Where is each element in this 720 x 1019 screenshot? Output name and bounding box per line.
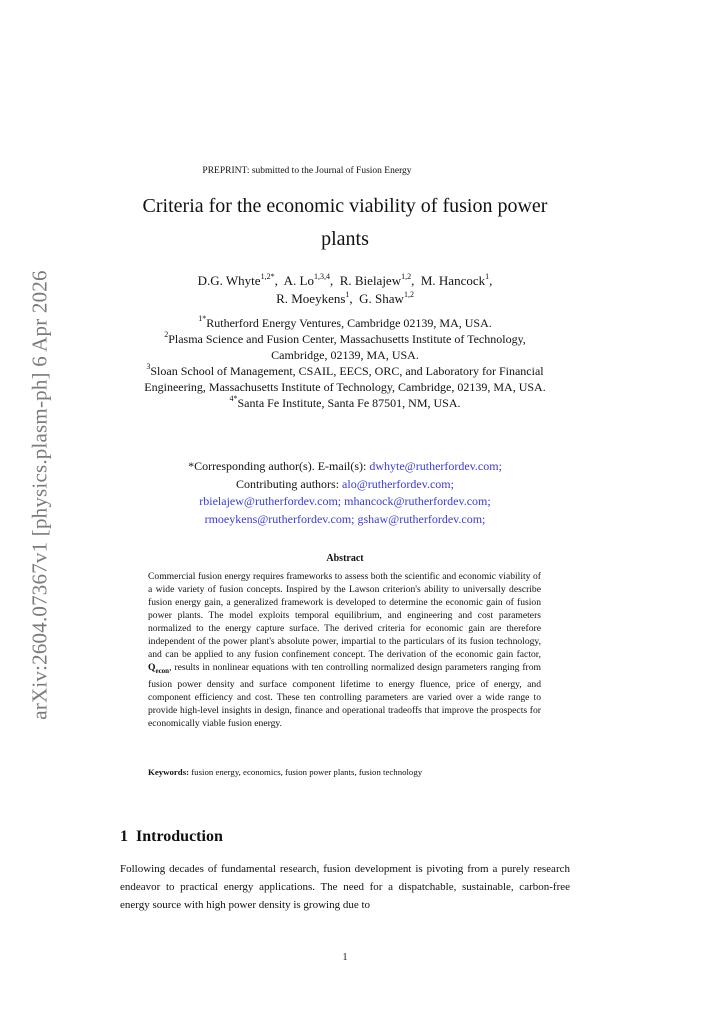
section-heading [120, 828, 223, 846]
affiliation: $^2$Plasma Science and Fusion Center, Massachusetts Institute of Technology, Cambridge, 02139, MA, USA. [164, 330, 526, 362]
contributing-label: Contributing authors: [236, 476, 340, 491]
affiliation: $^3$Sloan School of Management, CSAIL, EECS, ORC, and Laboratory for Financial Engineering, Massachusetts Institute of Technology, Cambridge, 02139, MA, USA. [144, 362, 546, 394]
email-link[interactable]: dwhyte@rutherfordev.com; [369, 459, 502, 473]
keywords-label: Keywords: [148, 767, 190, 777]
section-number: 1 [120, 828, 128, 845]
affiliation: $^{1*}$Rutherford Energy Ventures, Cambridge 02139, MA, USA. [198, 314, 492, 330]
q-econ-symbol: $Q_{econ}$ [148, 662, 170, 675]
email-link[interactable]: mhancock@rutherfordev.com; [344, 494, 491, 508]
author: A. Lo$^{1,3,4}$ [283, 272, 330, 288]
author: D.G. Whyte$^{1,2*}$ [197, 272, 275, 288]
affiliations [120, 315, 570, 411]
email-link[interactable]: rbielajew@rutherfordev.com; [199, 494, 342, 508]
author: M. Hancock$^1$ [420, 272, 490, 288]
author: R. Moeykens$^1$ [276, 290, 350, 306]
author-list: D.G. Whyte$^{1,2*}$, A. Lo$^{1,3,4}$, R. Bielajew$^{1,2}$, M. Hancock$^1$, R. Moeykens$^1$, G. Shaw$^{1,2}$ [197, 272, 493, 306]
author: R. Bielajew$^{1,2}$ [339, 272, 412, 288]
page-number: 1 [342, 952, 348, 963]
email-link[interactable]: gshaw@rutherfordev.com; [357, 511, 486, 526]
abstract-body: Commercial fusion energy requires frameworks to assess both the scientific and economic viability of a wide variety of fusion concepts. Inspired by the Lawson criterion's ability to universally describe fusion energy gain, a generalized framework is developed to determine the economic gain of fusion power plants. The model exploits temporal equilibrium, and engineering and cost parameters normalized to the energy capture surface. The derived criteria for economic gain are therefore independent of the power plant's absolute power, impartial to the particulars of its fusion technology, and can be applied to any fusion confinement concept. The derivation of the economic gain factor, $Q_{econ}$, results in nonlinear equations with ten controlling normalized design parameters ranging from fusion power density and surface component lifetime to energy fluence, price of energy, and component efficiency and cost. These ten controlling parameters are varied over a wide range to provide high-level insights in design, finance and operational tradeoffs that improve the prospects for economically viable fusion energy. [148, 571, 541, 729]
arxiv-identifier: arXiv:2604.07367v1 [physics.plasm-ph] 6 Apr 2026 [27, 270, 52, 720]
preprint-note: PREPRINT: submitted to the Journal of Fusion Energy [202, 166, 412, 176]
corresponding-label: *Corresponding author(s). E-mail(s): [188, 459, 367, 473]
intro-paragraph: Following decades of fundamental research, fusion development is pivoting from a purely research endeavor to practical energy applications. The need for a dispatchable, sustainable, carbon-free energy source with high power density is growing due to [120, 863, 570, 911]
arxiv-sidebar [20, 245, 60, 745]
author: G. Shaw$^{1,2}$ [359, 290, 414, 306]
paper-title: Criteria for the economic viability of fusion power plants [142, 195, 548, 250]
section-title: Introduction [136, 828, 223, 845]
abstract-heading: Abstract [326, 553, 364, 564]
affiliation: $^{4*}$Santa Fe Institute, Santa Fe 87501, NM, USA. [229, 394, 461, 410]
keywords-list: fusion energy, economics, fusion power plants, fusion technology [191, 767, 423, 777]
email-link[interactable]: alo@rutherfordev.com; [342, 476, 454, 491]
corresponding-authors [120, 458, 570, 528]
keywords [148, 767, 541, 777]
email-link[interactable]: rmoeykens@rutherfordev.com; [204, 511, 355, 526]
